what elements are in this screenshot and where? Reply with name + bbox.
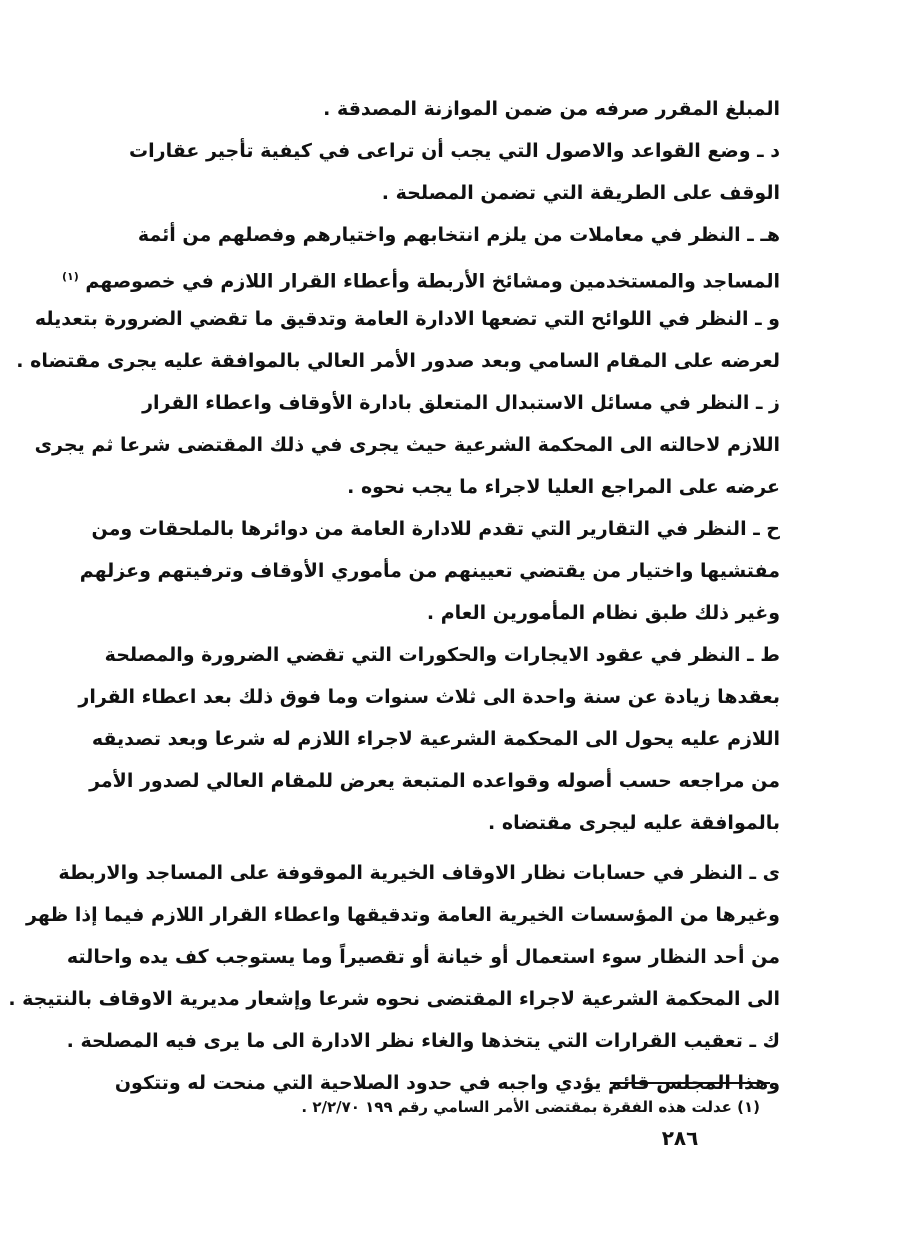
body-text xyxy=(8,88,780,1104)
text-line: د ـ وضع القواعد والاصول التي يجب أن تراعى في كيفية تأجير عقارات xyxy=(129,140,780,162)
text-line: وغيرها من المؤسسات الخيرية العامة وتدقيقها واعطاء القرار اللازم فيما إذا ظهر xyxy=(26,904,780,926)
text-line: بعقدها زيادة عن سنة واحدة الى ثلاث سنوات وما فوق ذلك بعد اعطاء القرار xyxy=(78,686,780,708)
text-line: ز ـ النظر في مسائل الاستبدال المتعلق بادارة الأوقاف واعطاء القرار xyxy=(142,392,780,414)
text-line: و ـ النظر في اللوائح التي تضعها الادارة العامة وتدقيق ما تقضي الضرورة بتعديله xyxy=(34,308,780,330)
text-line: لعرضه على المقام السامي وبعد صدور الأمر العالي بالموافقة عليه يجرى مقتضاه . xyxy=(16,350,780,372)
text-line: اللازم عليه يحول الى المحكمة الشرعية لاجراء اللازم له شرعا وبعد تصديقه xyxy=(91,728,780,750)
footnote: (١) عدلت هذه الفقرة بمقتضى الأمر السامي رقم ١٩٩ ٢/٢/٧٠ . xyxy=(301,1098,760,1116)
text-line: هـ ـ النظر في معاملات من يلزم انتخابهم واختيارهم وفصلهم من أئمة xyxy=(137,224,780,246)
text-line: ح ـ النظر في التقارير التي تقدم للادارة العامة من دوائرها بالملحقات ومن xyxy=(91,518,780,540)
page-number: ٢٨٦ xyxy=(661,1126,699,1150)
text-line: المبلغ المقرر صرفه من ضمن الموازنة المصدقة . xyxy=(323,98,780,120)
text-line: اللازم لاحالته الى المحكمة الشرعية حيث يجرى في ذلك المقتضى شرعا ثم يجرى xyxy=(34,434,780,456)
text-line: ك ـ تعقيب القرارات التي يتخذها والغاء نظر الادارة الى ما يرى فيه المصلحة . xyxy=(66,1030,780,1052)
footnote-divider xyxy=(610,1082,770,1084)
text-line: الى المحكمة الشرعية لاجراء المقتضى نحوه شرعا وإشعار مديرية الاوقاف بالنتيجة . xyxy=(8,988,780,1010)
text-line: من مراجعه حسب أصوله وقواعده المتبعة يعرض للمقام العالي لصدور الأمر xyxy=(89,770,780,792)
text-line: وهذا المجلس قائم يؤدي واجبه في حدود الصلاحية التي منحت له وتتكون xyxy=(114,1072,780,1094)
text-line: عرضه على المراجع العليا لاجراء ما يجب نحوه . xyxy=(347,476,780,498)
text-line-with-footnote xyxy=(61,256,780,298)
text-line: مفتشيها واختيار من يقتضي تعيينهم من مأموري الأوقاف وترفيتهم وعزلهم xyxy=(79,560,780,582)
text-line: من أحد النظار سوء استعمال أو خيانة أو تقصيراً وما يستوجب كف يده واحالته xyxy=(66,946,780,968)
text-line: وغير ذلك طبق نظام المأمورين العام . xyxy=(426,602,780,624)
text-line: ى ـ النظر في حسابات نظار الاوقاف الخيرية الموقوفة على المساجد والاربطة xyxy=(58,862,780,884)
text-line: الوقف على الطريقة التي تضمن المصلحة . xyxy=(381,182,780,204)
text-line: ط ـ النظر في عقود الايجارات والحكورات التي تقضي الضرورة والمصلحة xyxy=(104,644,780,666)
text-line: بالموافقة عليه ليجرى مقتضاه . xyxy=(488,812,780,834)
footnote-marker: (١) xyxy=(61,270,79,283)
text-line: المساجد والمستخدمين ومشائخ الأربطة وأعطاء القرار اللازم في خصوصهم xyxy=(85,270,780,293)
